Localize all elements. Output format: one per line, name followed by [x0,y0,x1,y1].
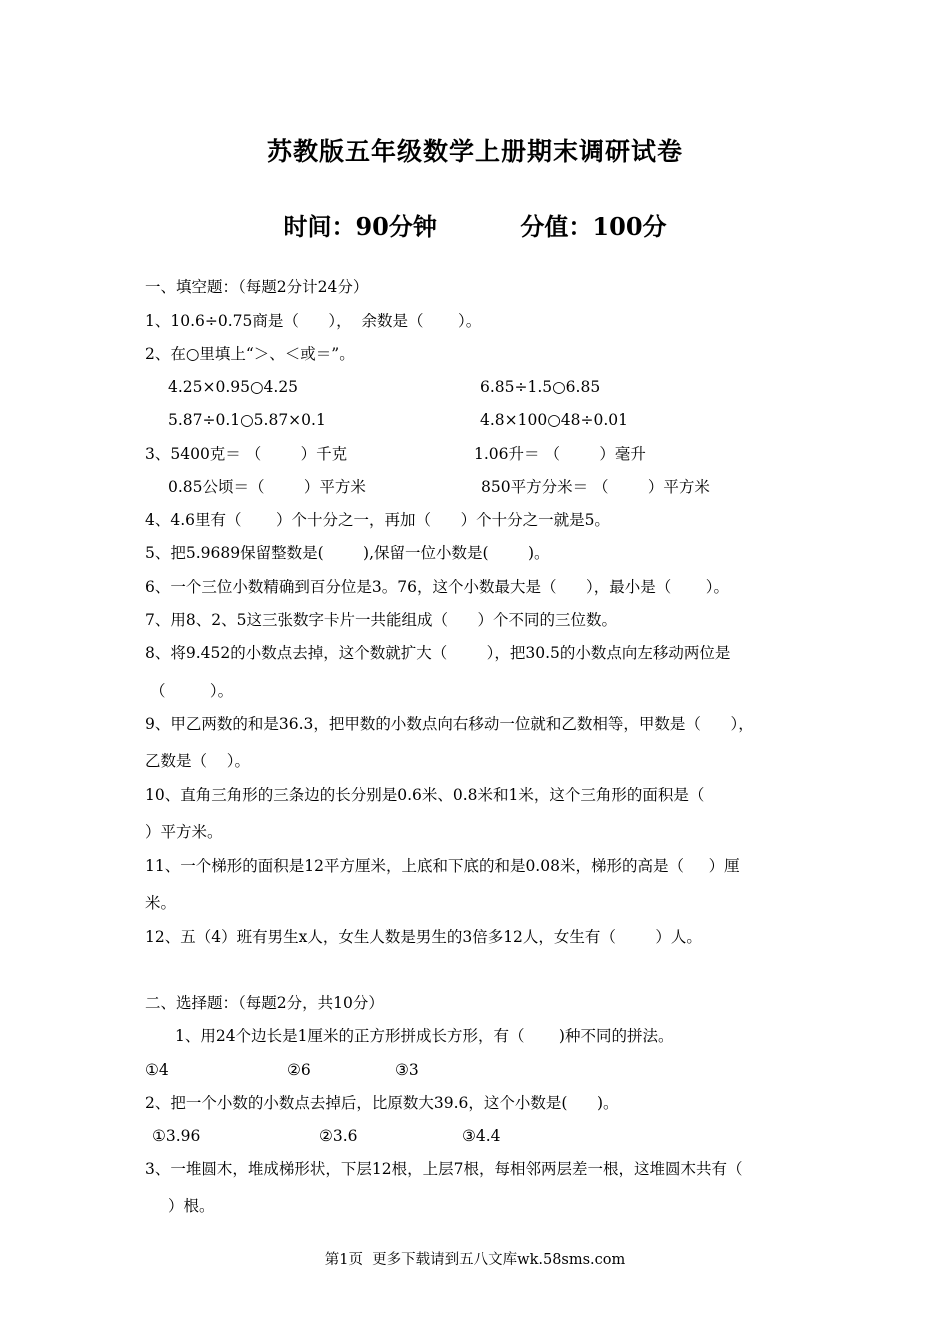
text-line: 1、10.6÷0.75商是（ ）， 余数是（ ）。 [145,312,482,330]
text-line: 2、把一个小数的小数点去掉后，比原数大39.6，这个小数是( )。 [145,1094,619,1112]
text-line: 4.25×0.95○4.25 [168,378,299,396]
text-line: 0.85公顷＝（ ）平方米 [168,478,366,496]
text-line: 3、5400克＝ （ ）千克 [145,445,348,463]
text-line: 11、一个梯形的面积是12平方厘米，上底和下底的和是0.08米，梯形的高是（ ）厘 [145,857,740,875]
text-line: ②6 [287,1061,311,1079]
text-line: 8、将9.452的小数点去掉，这个数就扩大（ ），把30.5的小数点向左移动两位是 [145,644,731,662]
text-line: 10、直角三角形的三条边的长分别是0.6米、0.8米和1米，这个三角形的面积是（ [145,786,705,804]
text-line: ）平方米。 [145,823,223,841]
text-line: 3、一堆圆木，堆成梯形状，下层12根，上层7根，每相邻两层差一根，这堆圆木共有（ [145,1160,743,1178]
text-line: 1.06升＝ （ ）毫升 [474,445,646,463]
text-line: 二、选择题：（每题2分，共10分） [145,994,384,1012]
page-footer: 第1页 更多下载请到五八文库wk.58sms.com [324,1252,626,1268]
text-line: 米。 [145,894,177,912]
text-line: 6.85÷1.5○6.85 [480,378,601,396]
text-line: ③3 [395,1061,419,1079]
text-line: 7、用8、2、5这三张数字卡片一共能组成（ ）个不同的三位数。 [145,611,618,629]
text-line: 4.8×100○48÷0.01 [480,411,628,429]
text-line: 4、4.6里有（ ）个十分之一，再加（ ）个十分之一就是5。 [145,511,610,529]
text-line: 850平方分米＝ （ ）平方米 [481,478,710,496]
text-line: （ ）。 [150,682,234,700]
text-line: 5、把5.9689保留整数是( ),保留一位小数是( )。 [145,544,550,562]
text-line: ①3.96 [152,1127,201,1145]
text-line: 1、用24个边长是1厘米的正方形拼成长方形，有（ )种不同的拼法。 [175,1027,674,1045]
exam-meta: 时间：90分钟 分值：100分 [283,212,667,241]
page-title: 苏教版五年级数学上册期末调研试卷 [266,137,683,166]
text-line: 一、填空题：（每题2分计24分） [145,278,369,296]
text-line: 2、在○里填上“＞、＜或＝”。 [145,345,355,363]
text-line: ②3.6 [319,1127,358,1145]
text-line: 12、五（4）班有男生x人，女生人数是男生的3倍多12人，女生有（ ）人。 [145,928,702,946]
text-line: 5.87÷0.1○5.87×0.1 [168,411,326,429]
text-line: ①4 [145,1061,169,1079]
text-line: ）根。 [168,1197,215,1215]
text-line: 9、甲乙两数的和是36.3，把甲数的小数点向右移动一位就和乙数相等，甲数是（ ）， [145,715,754,733]
text-line: 乙数是（ ）。 [145,752,250,770]
text-line: 6、一个三位小数精确到百分位是3。76，这个小数最大是（ ），最小是（ ）。 [145,578,729,596]
text-line: ③4.4 [462,1127,501,1145]
